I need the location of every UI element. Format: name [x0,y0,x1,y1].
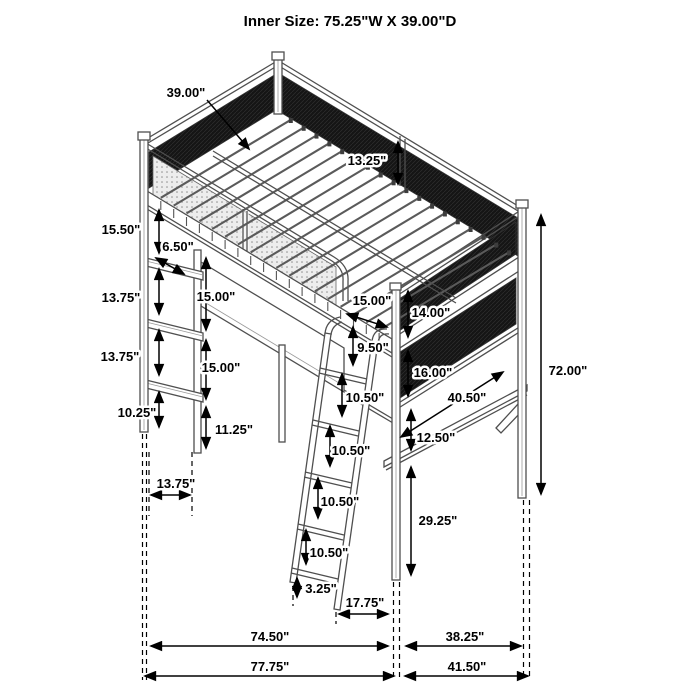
dim-label-width-inner: 74.50" [250,629,290,644]
dim-label-ladder-opening: 15.00" [352,293,392,308]
dim-label-shelf-footprint: 13.75" [156,476,196,491]
dim-label-panel-to-desk: 12.50" [416,430,456,445]
dim-label-ladder-to-leg: 17.75" [345,595,385,610]
dim-label-ladder-foot: 3.25" [305,581,337,596]
dim-label-rung-2: 10.50" [331,443,371,458]
left-desk-unit [146,250,393,453]
dim-label-rung-3: 10.50" [320,494,360,509]
dim-label-shelf-gap-mid: 13.75" [101,290,141,305]
dim-label-inner-post-bottom: 11.25" [215,422,253,437]
dim-label-rail-drop: 9.50" [357,340,389,355]
left-inner-post [194,250,201,453]
dim-label-depth-overall: 41.50" [447,659,487,674]
leg-cap-front [390,283,401,290]
dim-label-rung-1: 10.50" [345,390,385,405]
dim-label-panel-lower: 16.00" [413,365,453,380]
dim-label-right-desk-length: 40.50" [447,390,487,405]
leg-cap-left [138,132,150,140]
desk-centre-leg [279,345,285,442]
leg-cap-right [516,200,528,208]
leg-cap-back [272,52,284,60]
dim-label-left-leg-bottom: 10.25" [117,405,157,420]
dim-label-shelf-gap-top: 15.50" [101,222,141,237]
dim-label-desk-clear-upper: 15.00" [196,289,236,304]
dim-label-desk-clear-lower: 15.00" [201,360,241,375]
dim-label-shelf-depth: 6.50" [162,239,194,254]
dim-label-desk-to-floor: 29.25" [418,513,458,528]
dim-label-rail-height: 13.25" [347,153,387,168]
dim-label-shelf-gap-lower: 13.75" [100,349,140,364]
dim-label-panel-upper: 14.00" [411,305,451,320]
dim-label-width-overall: 77.75" [250,659,290,674]
dim-label-depth-inner: 38.25" [445,629,485,644]
inner-size-title: Inner Size: 75.25"W X 39.00"D [243,13,457,30]
dim-label-inner-depth: 39.00" [166,85,206,100]
dim-label-rung-4: 10.50" [309,545,349,560]
dim-label-total-height: 72.00" [548,363,588,378]
